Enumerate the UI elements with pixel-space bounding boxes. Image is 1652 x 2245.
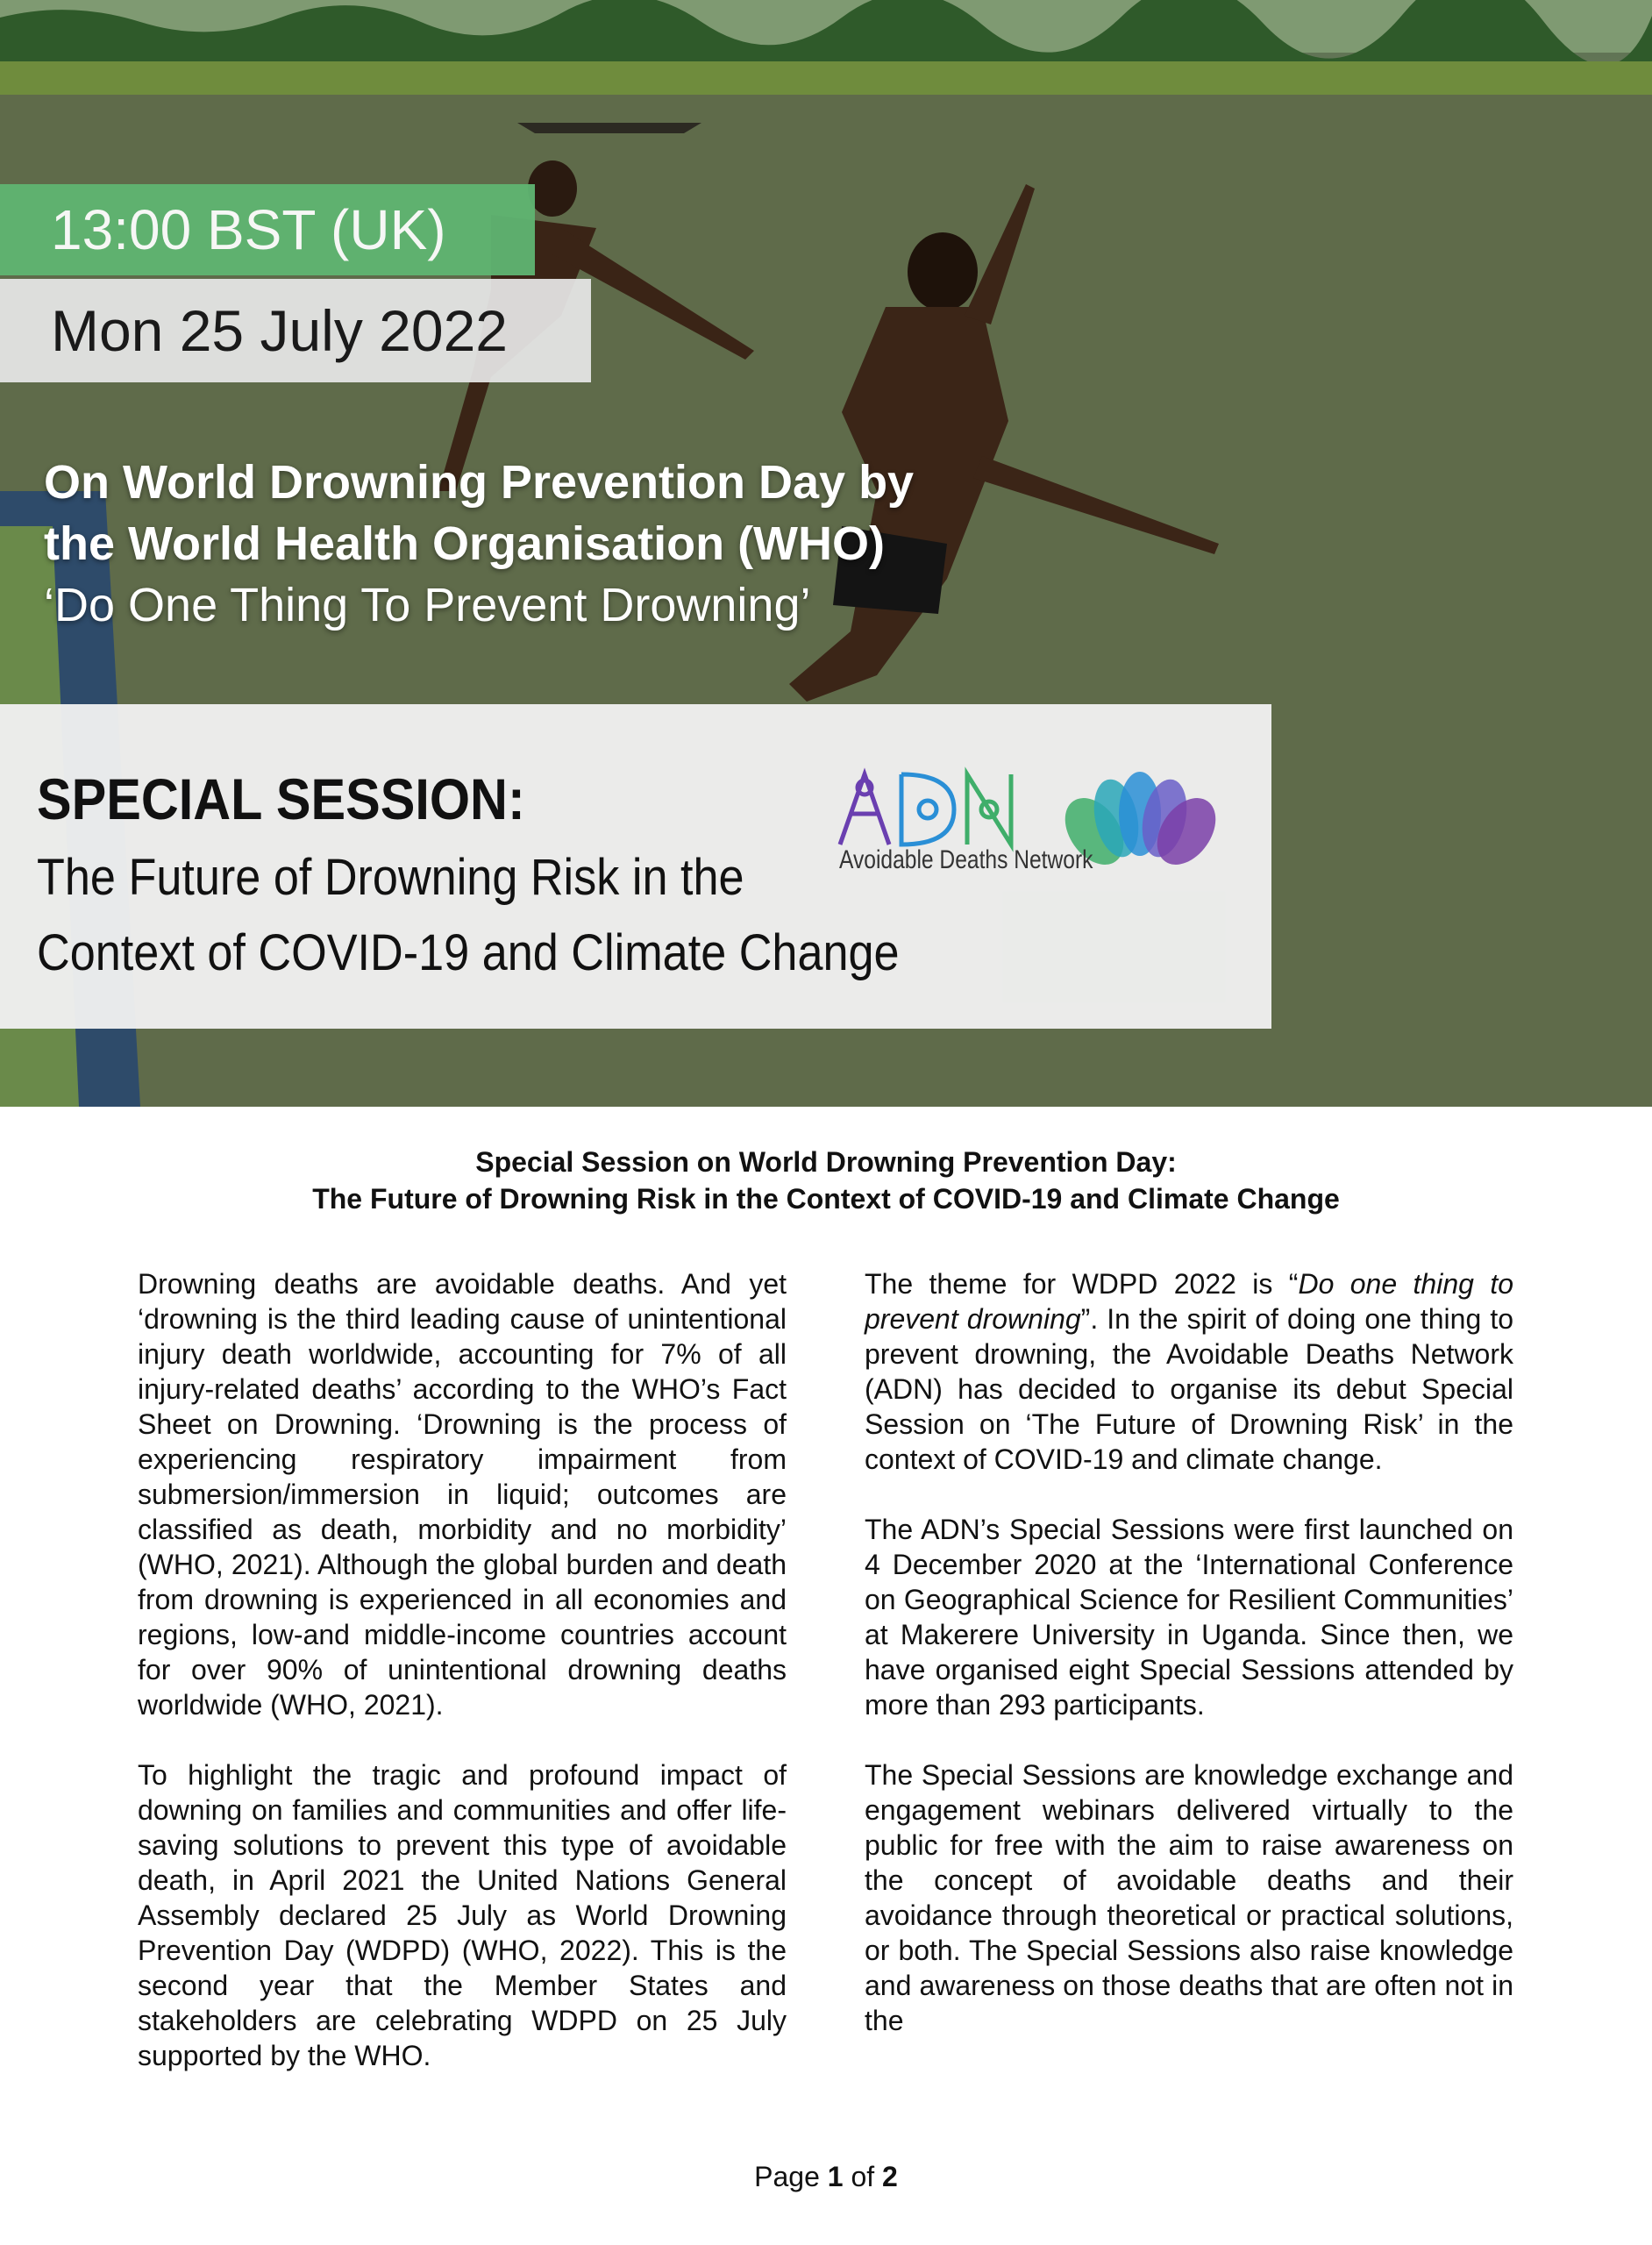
right-paragraph-3: The Special Sessions are knowledge exchange and engagement webinars delivered virtually to the public for free with the aim to raise awareness on the concept of avoidable deaths and their avoidance through theoretical or practical solutions, or both. The Special Sessions also raise knowledge and awareness on those deaths that are often not in the <box>865 1759 1513 2036</box>
time-banner <box>0 184 535 275</box>
page-label: Page <box>754 2161 820 2192</box>
boat <box>517 123 701 133</box>
event-date: Mon 25 July 2022 <box>51 298 509 363</box>
title-line-2: The Future of Drowning Risk in the Context of COVID-19 and Climate Change <box>312 1183 1340 1215</box>
who-line-1: On World Drowning Prevention Day by <box>44 456 915 509</box>
session-subtitle <box>37 840 900 991</box>
child-1-head <box>528 160 577 217</box>
adn-letters-icon <box>840 774 1011 845</box>
session-subtitle-line-2: Context of COVID-19 and Climate Change <box>37 924 900 981</box>
left-paragraph-1: Drowning deaths are avoidable deaths. And yet ‘drowning is the third leading cause of unintentional injury death worldwide, accounting for 7% of all injury-related deaths’ according to the WHO’s Fact Sheet on Drowning. ‘Drowning is the process of experiencing respiratory impairment from submersion/immersion in liquid; outcomes are classified as death, morbidity and no morbidity’ (WHO, 2021). Although the global burden and death from drowning is experienced in all economies and regions, low-and middle-income countries account for over 90% of unintentional drowning deaths worldwide (WHO, 2021). <box>138 1268 787 1721</box>
event-time: 13:00 BST (UK) <box>51 198 446 261</box>
who-theme: ‘Do One Thing To Prevent Drowning’ <box>44 579 811 631</box>
theme-quote: Do one thing to prevent drowning <box>865 1268 1514 1335</box>
right-column <box>865 1266 1513 2073</box>
hero-banner <box>0 0 1652 1107</box>
child-2-head <box>908 232 978 311</box>
who-announcement <box>44 452 1096 636</box>
right-paragraph-1 <box>865 1266 1513 1477</box>
page-current: 1 <box>827 2161 844 2192</box>
adn-logo-text: Avoidable Deaths Network <box>839 845 1093 874</box>
session-heading: SPECIAL SESSION: <box>37 766 525 831</box>
document-title <box>0 1144 1652 1217</box>
page-footer <box>0 2161 1652 2193</box>
date-banner <box>0 279 591 382</box>
left-column <box>138 1266 787 2108</box>
riverbank <box>0 61 1652 96</box>
who-line-2: the World Health Organisation (WHO) <box>44 517 886 570</box>
theme-intro: The theme for WDPD 2022 is “ <box>865 1268 1299 1300</box>
page-total: 2 <box>882 2161 898 2192</box>
theme-rest: ”. In the spirit of doing one thing to prevent drowning, the Avoidable Deaths Network (ADN) has decided to organise its debut Special Session on ‘The Future of Drowning Risk’ in the context of COVID-19 and climate change. <box>865 1303 1514 1475</box>
left-paragraph-2: To highlight the tragic and profound impact of downing on families and communities and offer life-saving solutions to prevent this type of avoidable death, in April 2021 the United Nations General Assembly declared 25 July as World Drowning Prevention Day (WDPD) (WHO, 2022). This is the second year that the Member States and stakeholders are celebrating WDPD on 25 July supported by the WHO. <box>138 1759 787 2071</box>
of-label: of <box>851 2161 875 2192</box>
right-paragraph-2: The ADN’s Special Sessions were first launched on 4 December 2020 at the ‘International Conference on Geographical Science for Resilient Communities’ at Makerere University in Uganda. Since then, we have organised eight Special Sessions attended by more than 293 participants. <box>865 1514 1513 1721</box>
session-subtitle-line-1: The Future of Drowning Risk in the <box>37 849 744 906</box>
title-line-1: Special Session on World Drowning Prevention Day: <box>475 1146 1177 1178</box>
